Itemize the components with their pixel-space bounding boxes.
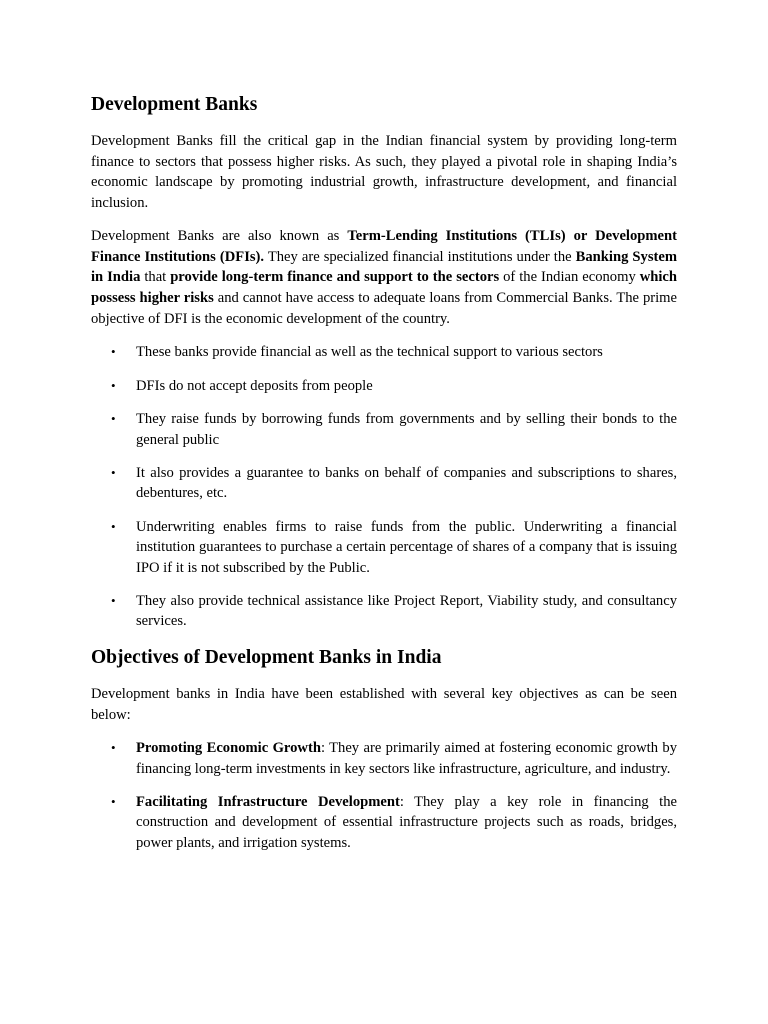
text-run: that	[140, 269, 171, 286]
bullet-icon: •	[111, 377, 116, 393]
text-run: and cannot have access to adequate loans from Commercial Banks. The prime objective of DFI is the economic development of the country.	[91, 289, 677, 327]
list-item-text: It also provides a guarantee to banks on behalf of companies and subscriptions to shares, debentures, etc.	[136, 464, 677, 502]
objective-term: Facilitating Infrastructure Development	[136, 794, 400, 811]
bold-run: Term-Lending Institutions (TLIs) or Development Finance Institutions (DFIs).	[91, 227, 678, 265]
list-item	[91, 376, 677, 396]
bold-run: Banking System in India	[91, 248, 678, 286]
bullet-icon: •	[111, 518, 116, 534]
bullet-icon: •	[111, 411, 116, 427]
bullet-icon: •	[111, 794, 116, 810]
list-item	[91, 792, 677, 853]
section-heading-objectives: Objectives of Development Banks in India	[91, 646, 442, 668]
list-item	[91, 342, 677, 362]
intro-paragraph: Development Banks fill the critical gap in the Indian financial system by providing long-term finance to sectors that possess higher risks. As such, they played a pivotal role in shaping India’s economic landscape by promoting industrial growth, infrastructure development, and financial inclusion.	[91, 133, 677, 212]
list-item-text: DFIs do not accept deposits from people	[136, 377, 373, 394]
features-list	[91, 342, 677, 631]
list-item	[91, 517, 677, 578]
list-item	[91, 738, 677, 779]
bold-run: which possess higher risks	[91, 269, 677, 306]
dfi-definition-paragraph	[91, 226, 677, 330]
list-item	[91, 409, 677, 450]
objectives-intro-paragraph: Development banks in India have been established with several key objectives as can be seen below:	[91, 685, 677, 723]
list-item	[91, 591, 677, 632]
list-item-text: They also provide technical assistance like Project Report, Viability study, and consultancy services.	[136, 592, 677, 630]
bullet-icon: •	[111, 344, 116, 360]
objective-text: : They are primarily aimed at fostering economic growth by financing long-term investments in key sectors like infrastructure, agriculture, and industry.	[136, 740, 677, 777]
objectives-list	[91, 738, 677, 853]
bullet-icon: •	[111, 464, 116, 480]
objective-text: : They play a key role in financing the construction and development of essential infrastructure projects such as roads, bridges, power plants, and irrigation systems.	[136, 794, 677, 851]
list-item-text: These banks provide financial as well as the technical support to various sectors	[136, 344, 603, 361]
bullet-icon: •	[111, 740, 116, 756]
objective-term: Promoting Economic Growth	[136, 740, 321, 757]
text-run: They are specialized financial institutions under the	[264, 248, 576, 265]
bullet-icon: •	[111, 592, 116, 608]
document-page	[91, 92, 677, 866]
bold-run: provide long-term finance and support to the sectors	[170, 269, 500, 286]
list-item-text: They raise funds by borrowing funds from governments and by selling their bonds to the general public	[136, 411, 677, 448]
text-run: of the Indian economy	[499, 269, 640, 286]
list-item-text: Underwriting enables firms to raise funds from the public. Underwriting a financial institution guarantees to purchase a certain percentage of shares of a company that is issuing IPO if it is not subscribed by the Public.	[136, 518, 677, 576]
list-item	[91, 463, 677, 504]
text-run: Development Banks are also known as	[91, 227, 348, 244]
section-heading-development-banks: Development Banks	[91, 94, 258, 115]
